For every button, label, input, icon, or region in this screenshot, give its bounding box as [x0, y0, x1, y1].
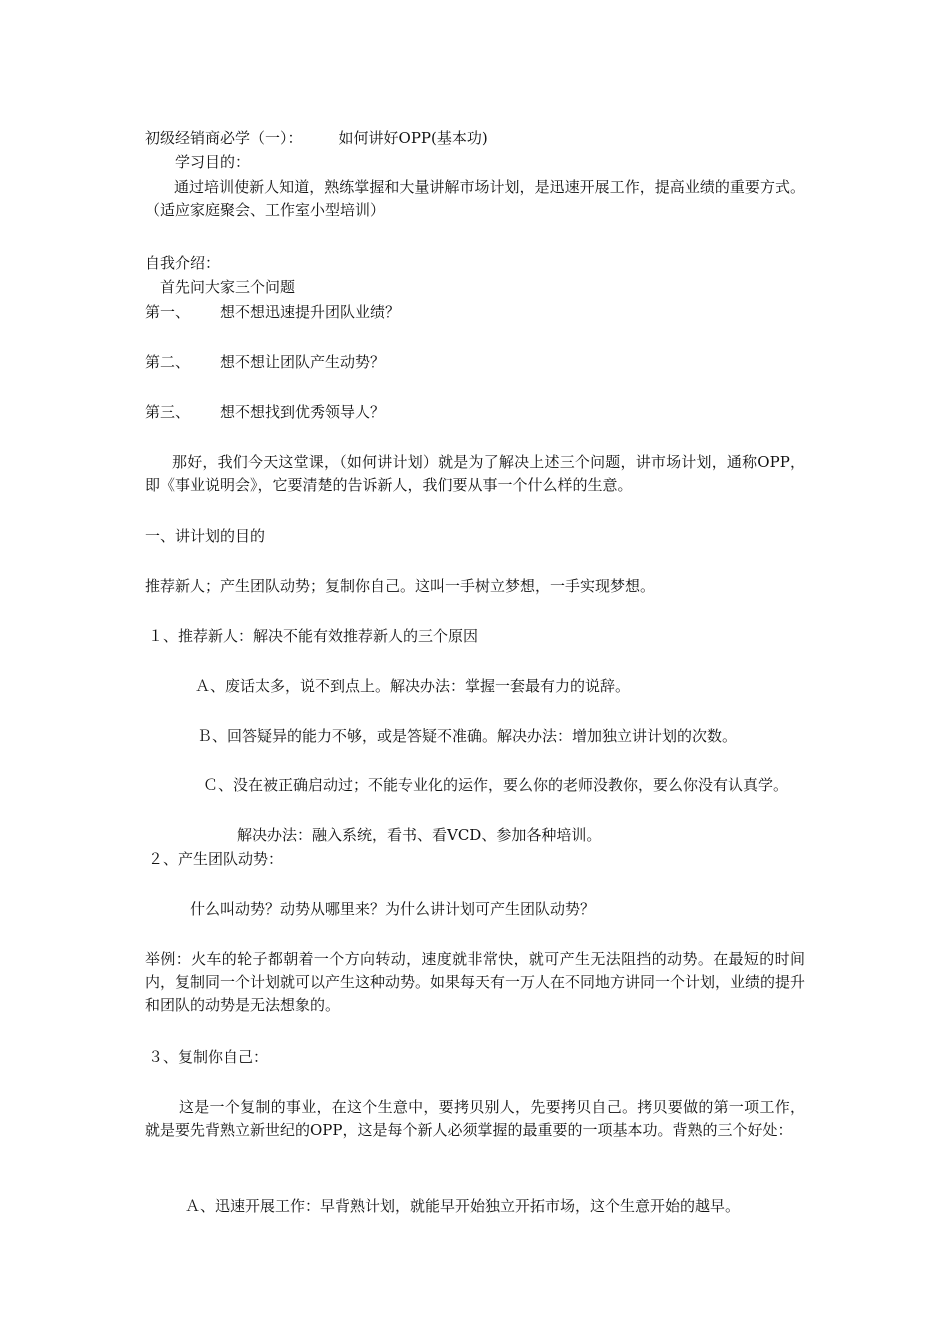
item-2-title: ２、产生团队动势：: [148, 850, 284, 868]
question-3-num: 第三、: [145, 403, 191, 421]
item-2-example: 举例：火车的轮子都朝着一个方向转动，速度就非常快，就可产生无法阻挡的动势。在最短的时间内，复制同一个计划就可以产生这种动势。如果每天有一万人在不同地方讲同一个计划，业绩的提升和团队的动势是无法想象的。: [145, 950, 806, 1014]
section-1-title: 一、讲计划的目的: [145, 527, 266, 545]
item-1-title: １、推荐新人：解决不能有效推荐新人的三个原因: [148, 627, 479, 645]
item-3-text: 这是一个复制的事业，在这个生意中，要拷贝别人，先要拷贝自己。拷贝要做的第一项工作，就是要先背熟立新世纪的OPP，这是每个新人必须掌握的最重要的一项基本功。背熟的三个好处：: [145, 1098, 805, 1139]
section-1-summary: 推荐新人；产生团队动势；复制你自己。这叫一手树立梦想，一手实现梦想。: [145, 577, 656, 595]
item-1-a: Ａ、废话太多，说不到点上。解决办法：掌握一套最有力的说辞。: [195, 677, 631, 695]
question-1-num: 第一、: [145, 303, 191, 321]
question-2: [145, 351, 385, 373]
intro-ask: 首先问大家三个问题: [160, 278, 296, 296]
title-left: 初级经销商必学（一）：: [145, 129, 303, 147]
item-3-a: Ａ、迅速开展工作：早背熟计划，就能早开始独立开拓市场，这个生意开始的越早。: [185, 1197, 741, 1215]
document-title: [145, 127, 488, 149]
question-2-num: 第二、: [145, 353, 191, 371]
question-3: [145, 401, 385, 423]
intro-label: 自我介绍：: [145, 254, 221, 272]
item-1-b: Ｂ、回答疑异的能力不够，或是答疑不准确。解决办法：增加独立讲计划的次数。: [197, 727, 738, 745]
question-2-text: 想不想让团队产生动势？: [220, 353, 386, 371]
item-1-c-solution: 解决办法：融入系统，看书、看VCD、参加各种培训。: [237, 826, 602, 844]
purpose-text: 通过培训使新人知道，熟练掌握和大量讲解市场计划，是迅速开展工作，提高业绩的重要方式。（适应家庭聚会、工作室小型培训）: [145, 178, 805, 219]
question-1-text: 想不想迅速提升团队业绩？: [220, 303, 401, 321]
item-3-title: ３、复制你自己：: [148, 1048, 269, 1066]
title-right: 如何讲好OPP(基本功): [338, 129, 488, 147]
purpose-label: 学习目的：: [175, 153, 251, 171]
lesson-paragraph: 那好，我们今天这堂课，（如何讲计划）就是为了解决上述三个问题，讲市场计划，通称OPP，即《事业说明会》，它要清楚的告诉新人，我们要从事一个什么样的生意。: [145, 453, 805, 494]
item-2-question: 什么叫动势？动势从哪里来？为什么讲计划可产生团队动势？: [190, 900, 596, 918]
item-1-c: Ｃ、没在被正确启动过；不能专业化的运作，要么你的老师没教你，要么你没有认真学。: [203, 776, 789, 794]
question-1: [145, 301, 400, 323]
question-3-text: 想不想找到优秀领导人？: [220, 403, 386, 421]
